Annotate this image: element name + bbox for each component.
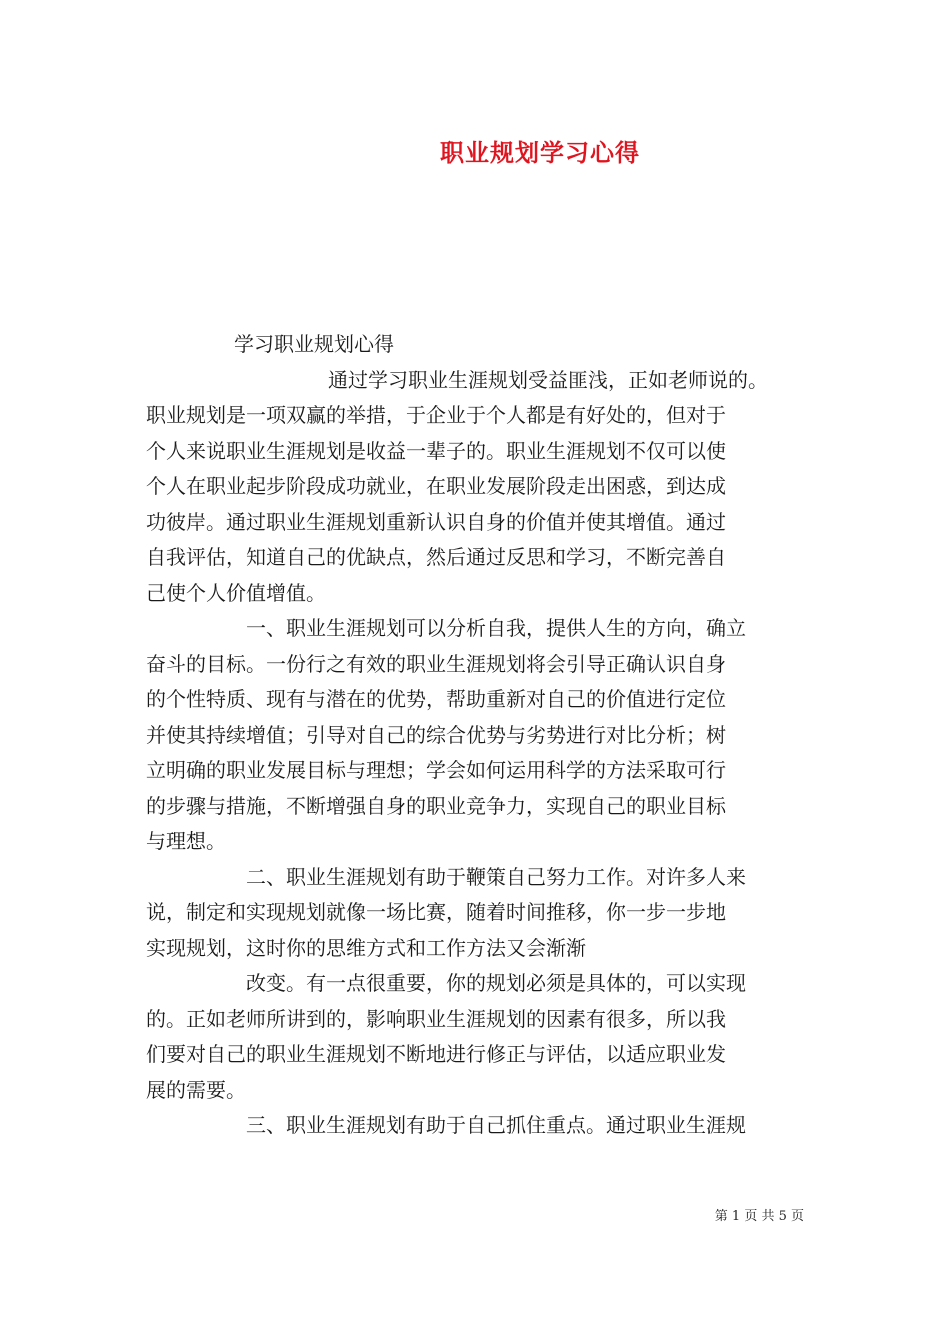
text-line: 个人在职业起步阶段成功就业，在职业发展阶段走出困惑，到达成 — [146, 474, 726, 498]
text-line: 的个性特质、现有与潜在的优势，帮助重新对自己的价值进行定位 — [146, 687, 726, 711]
text-line: 奋斗的目标。一份行之有效的职业生涯规划将会引导正确认识自身 — [146, 651, 726, 676]
text-line: 的。正如老师所讲到的，影响职业生涯规划的因素有很多，所以我 — [146, 1006, 726, 1031]
text-line: 改变。有一点很重要，你的规划必须是具体的，可以实现 — [246, 971, 746, 995]
text-line: 说，制定和实现规划就像一场比赛，随着时间推移，你一步一步地 — [146, 900, 726, 924]
page-footer: 第 1 页 共 5 页 — [714, 1209, 804, 1224]
text-line: 的步骤与措施，不断增强自身的职业竞争力，实现自己的职业目标 — [146, 793, 726, 818]
text-line: 学习职业规划心得 — [234, 332, 394, 356]
text-line: 实现规划，这时你的思维方式和工作方法又会渐渐 — [146, 935, 586, 960]
text-line: 自我评估，知道自己的优缺点，然后通过反思和学习，不断完善自 — [146, 545, 726, 569]
text-line: 展的需要。 — [146, 1077, 246, 1102]
document-body — [146, 327, 806, 1144]
text-line: 己使个人价值增值。 — [146, 580, 326, 605]
text-line: 们要对自己的职业生涯规划不断地进行修正与评估，以适应职业发 — [146, 1042, 726, 1066]
text-line: 通过学习职业生涯规划受益匪浅，正如老师说的。 — [328, 367, 768, 392]
text-line: 二、职业生涯规划有助于鞭策自己努力工作。对许多人来 — [246, 864, 746, 889]
text-line: 个人来说职业生涯规划是收益一辈子的。职业生涯规划不仅可以使 — [146, 438, 726, 463]
text-line: 职业规划是一项双赢的举措，于企业于个人都是有好处的，但对于 — [146, 403, 726, 427]
text-line: 并使其持续增值；引导对自己的综合优势与劣势进行对比分析；树 — [146, 722, 726, 747]
text-line: 与理想。 — [146, 829, 226, 853]
text-line: 功彼岸。通过职业生涯规划重新认识自身的价值并使其增值。通过 — [146, 509, 726, 534]
text-line: 一、职业生涯规划可以分析自我，提供人生的方向，确立 — [246, 616, 746, 640]
text-line: 立明确的职业发展目标与理想；学会如何运用科学的方法采取可行 — [146, 758, 726, 782]
text-line: 三、职业生涯规划有助于自己抓住重点。通过职业生涯规 — [246, 1113, 746, 1137]
document-title: 职业规划学习心得 — [440, 139, 640, 167]
